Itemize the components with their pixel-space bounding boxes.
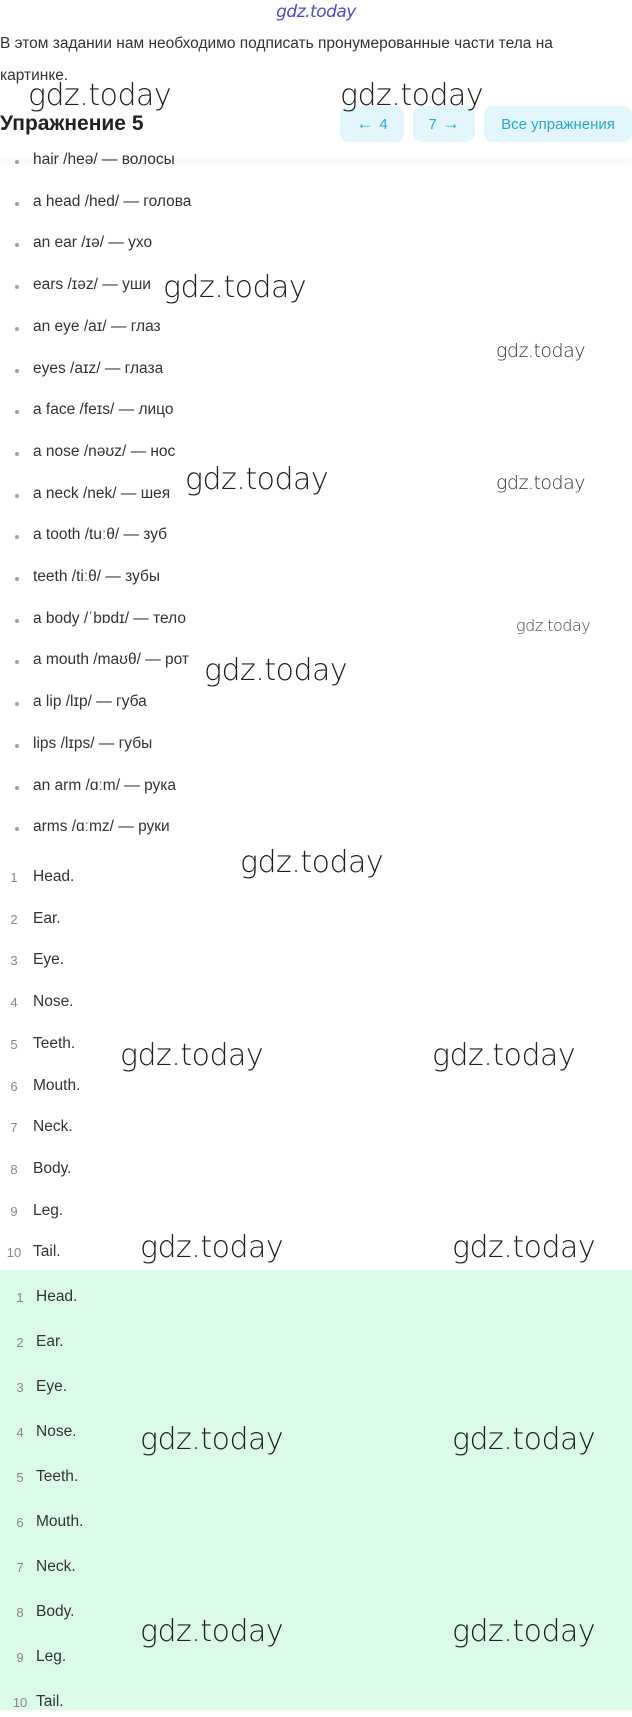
numbered-item bbox=[0, 1160, 300, 1184]
item-text: Teeth. bbox=[33, 1034, 76, 1052]
answer-item bbox=[0, 1648, 300, 1672]
answer-text: Ear. bbox=[36, 1333, 64, 1350]
item-number: 5 bbox=[10, 1036, 18, 1052]
item-text: Neck. bbox=[33, 1118, 73, 1136]
vocabulary-text: a nose /nəʊz/ — нос bbox=[33, 442, 176, 460]
vocabulary-text: a tooth /tuːθ/ — зуб bbox=[33, 526, 168, 544]
prev-exercise-button[interactable] bbox=[340, 106, 404, 142]
answer-text: Teeth. bbox=[36, 1468, 79, 1485]
bullet-icon bbox=[15, 452, 19, 456]
answer-text: Head. bbox=[36, 1288, 78, 1305]
answer-item bbox=[0, 1423, 300, 1447]
watermark-text: gdz.today bbox=[240, 845, 384, 880]
vocabulary-item bbox=[0, 818, 600, 842]
item-number: 6 bbox=[10, 1078, 18, 1094]
watermark-text: gdz.today bbox=[28, 78, 172, 113]
watermark-text: gdz.today bbox=[140, 1614, 284, 1649]
vocabulary-item bbox=[0, 735, 600, 759]
answer-text: Mouth. bbox=[36, 1513, 84, 1530]
item-text: Mouth. bbox=[33, 1076, 81, 1094]
item-number: 10 bbox=[6, 1245, 22, 1261]
vocabulary-text: lips /lɪps/ — губы bbox=[33, 734, 153, 752]
answer-text: Neck. bbox=[36, 1558, 76, 1575]
numbered-item bbox=[0, 1077, 300, 1101]
next-exercise-label: 7 bbox=[428, 115, 437, 133]
answer-number: 1 bbox=[16, 1290, 24, 1305]
vocabulary-item bbox=[0, 193, 600, 217]
watermark-text: gdz.today bbox=[496, 472, 585, 494]
arrow-right-icon: → bbox=[442, 114, 460, 133]
next-exercise-button[interactable] bbox=[413, 106, 475, 142]
answer-number: 3 bbox=[16, 1380, 24, 1395]
answer-item bbox=[0, 1558, 300, 1582]
vocabulary-text: a head /hed/ — голова bbox=[33, 192, 192, 210]
vocabulary-item bbox=[0, 401, 600, 425]
item-number: 9 bbox=[10, 1203, 18, 1219]
watermark-text: gdz.today bbox=[163, 270, 307, 305]
item-text: Eye. bbox=[33, 951, 65, 969]
numbered-item bbox=[0, 993, 300, 1017]
page-title: Упражнение 5 bbox=[0, 112, 144, 135]
watermark-text: gdz.today bbox=[452, 1614, 596, 1649]
watermark-text: gdz.today bbox=[120, 1038, 264, 1073]
item-text: Nose. bbox=[33, 993, 74, 1011]
vocabulary-item bbox=[0, 693, 600, 717]
vocabulary-item bbox=[0, 234, 600, 258]
watermark-text: gdz.today bbox=[185, 462, 329, 497]
item-text: Body. bbox=[33, 1159, 72, 1177]
answer-number: 9 bbox=[16, 1650, 24, 1665]
answer-number: 2 bbox=[16, 1335, 24, 1350]
prev-exercise-label: 4 bbox=[379, 115, 388, 133]
numbered-item bbox=[0, 910, 300, 934]
vocabulary-text: a neck /nek/ — шея bbox=[33, 484, 171, 502]
watermark-text: gdz.today bbox=[496, 340, 585, 362]
numbered-item bbox=[0, 1202, 300, 1226]
answer-number: 7 bbox=[16, 1560, 24, 1575]
vocabulary-item bbox=[0, 151, 600, 175]
bullet-icon bbox=[15, 327, 19, 331]
vocabulary-item bbox=[0, 443, 600, 467]
item-text: Ear. bbox=[33, 909, 61, 927]
vocabulary-item bbox=[0, 777, 600, 801]
watermark-text: gdz.today bbox=[516, 616, 591, 635]
vocabulary-text: teeth /tiːθ/ — зубы bbox=[33, 568, 161, 585]
item-number: 1 bbox=[10, 870, 18, 885]
answer-number: 6 bbox=[16, 1515, 24, 1530]
answer-item bbox=[0, 1333, 300, 1357]
intro-text: В этом задании нам необходимо подписать пронумерованные части тела на картинке. bbox=[0, 35, 553, 84]
item-text: Leg. bbox=[33, 1201, 64, 1219]
bullet-icon bbox=[15, 827, 19, 831]
all-exercises-label: Все упражнения bbox=[501, 115, 615, 133]
vocabulary-item bbox=[0, 360, 600, 384]
answer-block bbox=[0, 1270, 632, 1710]
watermark-text: gdz.today bbox=[432, 1038, 576, 1073]
bullet-icon bbox=[15, 243, 19, 247]
bullet-icon bbox=[15, 160, 19, 164]
vocabulary-text: a lip /lɪp/ — губа bbox=[33, 693, 147, 711]
answer-number: 5 bbox=[16, 1470, 24, 1485]
numbered-item bbox=[0, 1118, 300, 1142]
bullet-icon bbox=[15, 660, 19, 664]
vocabulary-item bbox=[0, 526, 600, 550]
answer-number: 4 bbox=[16, 1425, 24, 1440]
vocabulary-text: an arm /ɑːm/ — рука bbox=[33, 776, 177, 794]
watermark-text: gdz.today bbox=[452, 1422, 596, 1457]
answer-item bbox=[0, 1603, 300, 1627]
vocabulary-text: arms /ɑːmz/ — руки bbox=[33, 818, 170, 836]
vocabulary-item bbox=[0, 610, 600, 634]
bullet-icon bbox=[15, 577, 19, 581]
item-number: 3 bbox=[10, 953, 18, 969]
item-number: 2 bbox=[10, 911, 18, 927]
all-exercises-button[interactable] bbox=[484, 106, 632, 142]
bullet-icon bbox=[15, 619, 19, 623]
watermark-text: gdz.today bbox=[140, 1422, 284, 1457]
vocabulary-text: eyes /aɪz/ — глаза bbox=[33, 359, 164, 377]
vocabulary-item bbox=[0, 276, 600, 300]
answer-text: Leg. bbox=[36, 1648, 67, 1665]
numbered-item bbox=[0, 868, 300, 892]
vocabulary-item bbox=[0, 485, 600, 509]
item-text: Head. bbox=[33, 868, 75, 885]
vocabulary-text: ears /ɪəz/ — уши bbox=[33, 276, 151, 294]
vocabulary-text: a face /feɪs/ — лицо bbox=[33, 401, 174, 419]
bullet-icon bbox=[15, 410, 19, 414]
answer-number: 8 bbox=[16, 1605, 24, 1620]
bullet-icon bbox=[15, 786, 19, 790]
bullet-icon bbox=[15, 285, 19, 289]
numbered-item bbox=[0, 1243, 300, 1267]
item-number: 4 bbox=[10, 995, 18, 1011]
answer-item bbox=[0, 1693, 300, 1717]
numbered-item bbox=[0, 1035, 300, 1059]
vocabulary-text: an eye /aɪ/ — глаз bbox=[33, 317, 161, 335]
watermark-text: gdz.today bbox=[340, 78, 484, 113]
answer-item bbox=[0, 1468, 300, 1492]
numbered-item bbox=[0, 951, 300, 975]
bullet-icon bbox=[15, 702, 19, 706]
answer-item bbox=[0, 1288, 300, 1312]
site-logo[interactable]: gdz.today bbox=[276, 2, 356, 22]
vocabulary-text: an ear /ɪə/ — ухо bbox=[33, 234, 153, 252]
answer-item bbox=[0, 1513, 300, 1537]
bullet-icon bbox=[15, 202, 19, 206]
answer-text: Eye. bbox=[36, 1378, 68, 1395]
vocabulary-text: hair /heə/ — волосы bbox=[33, 151, 175, 168]
vocabulary-text: a body /ˈbɒdɪ/ — тело bbox=[33, 609, 186, 627]
answer-number: 10 bbox=[12, 1695, 28, 1710]
vocabulary-item bbox=[0, 651, 600, 675]
arrow-left-icon: ← bbox=[356, 114, 374, 133]
bullet-icon bbox=[15, 744, 19, 748]
vocabulary-text: a mouth /maʊθ/ — рот bbox=[33, 651, 189, 669]
vocabulary-item bbox=[0, 568, 600, 592]
item-number: 7 bbox=[10, 1120, 18, 1136]
watermark-text: gdz.today bbox=[140, 1230, 284, 1265]
bullet-icon bbox=[15, 369, 19, 373]
answer-text: Tail. bbox=[36, 1693, 64, 1710]
item-text: Tail. bbox=[33, 1243, 61, 1261]
watermark-text: gdz.today bbox=[452, 1230, 596, 1265]
vocabulary-item bbox=[0, 318, 600, 342]
answer-text: Body. bbox=[36, 1603, 75, 1620]
answer-text: Nose. bbox=[36, 1423, 77, 1440]
bullet-icon bbox=[15, 535, 19, 539]
bullet-icon bbox=[15, 494, 19, 498]
item-number: 8 bbox=[10, 1161, 18, 1177]
watermark-text: gdz.today bbox=[204, 653, 348, 688]
answer-item bbox=[0, 1378, 300, 1402]
